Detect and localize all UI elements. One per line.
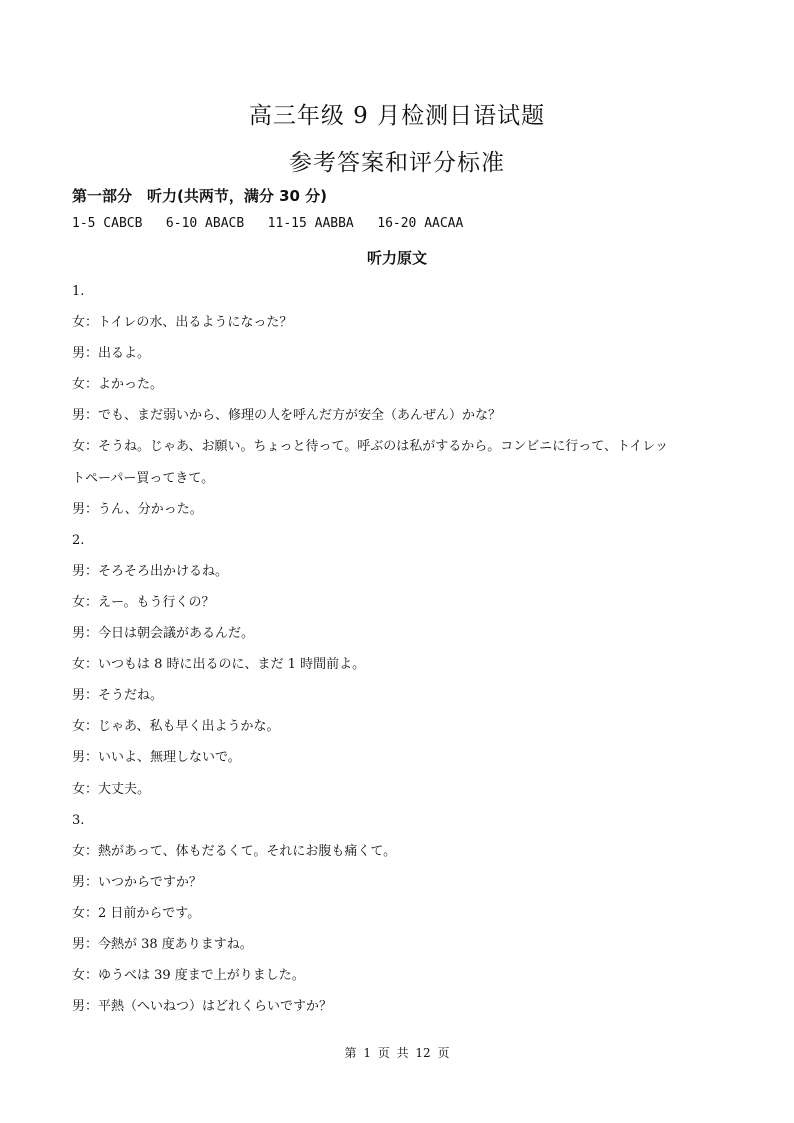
- document-subtitle: 参考答案和评分标准: [289, 150, 505, 176]
- section-heading: 第一部分 听力(共两节，满分 30 分): [72, 187, 328, 205]
- dialogue-line: 女：2 日前からです。: [72, 905, 201, 921]
- dialogue-line: 男：出るよ。: [72, 346, 151, 362]
- dialogue-line: 女：えー。もう行くの？: [72, 594, 215, 610]
- page-footer: 第 1 页 共 12 页: [344, 1046, 450, 1060]
- dialogue-line: 女：大丈夫。: [72, 781, 151, 797]
- document-title: 高三年级 9 月检测日语试题: [248, 103, 546, 129]
- dialogue-number: 1.: [72, 284, 85, 299]
- dialogue-line: 女：よかった。: [72, 377, 164, 393]
- dialogue-line: 女：熱があって、体もだるくて。それにお腹も痛くて。: [72, 843, 397, 859]
- dialogue-line: 男：いいよ、無理しないで。: [72, 750, 241, 766]
- dialogue-line: 男：そろそろ出かけるね。: [72, 563, 229, 579]
- dialogue-line: 女：じゃあ、私も早く出ようかな。: [72, 719, 280, 735]
- dialogue-line: 男：そうだね。: [72, 688, 164, 704]
- dialogue-line: 男：うん、分かった。: [72, 501, 203, 517]
- dialogue-line: 男：いつからですか？: [72, 874, 202, 890]
- dialogue-number: 3.: [72, 812, 85, 828]
- transcript-heading: 听力原文: [366, 249, 427, 267]
- dialogue-line: 男：今日は朝会議があるんだ。: [72, 626, 255, 642]
- dialogue-line: トペーパー買ってきて。: [72, 470, 215, 486]
- answer-key: 1-5 CABCB 6-10 ABACB 11-15 AABBA 16-20 AACAA: [72, 216, 464, 231]
- transcript-body: [72, 276, 722, 1022]
- dialogue-line: 男：平熱（へいねつ）はどれくらいですか？: [72, 999, 333, 1015]
- dialogue-line: 女：トイレの水、出るようになった？: [72, 315, 293, 331]
- dialogue-line: 女：いつもは 8 時に出るのに、まだ 1 時間前よ。: [72, 657, 366, 673]
- dialogue-line: 女：ゆうべは 39 度まで上がりました。: [72, 968, 305, 984]
- dialogue-number: 2.: [72, 532, 85, 548]
- dialogue-line: 男：今熱が 38 度ありますね。: [72, 936, 253, 952]
- dialogue-line: 男：でも、まだ弱いから、修理の人を呼んだ方が安全（あんぜん）かな？: [72, 408, 502, 424]
- dialogue-line: 女：そうね。じゃあ、お願い。ちょっと待って。呼ぶのは私がするから。コンビニに行って、トイレッ: [72, 439, 669, 455]
